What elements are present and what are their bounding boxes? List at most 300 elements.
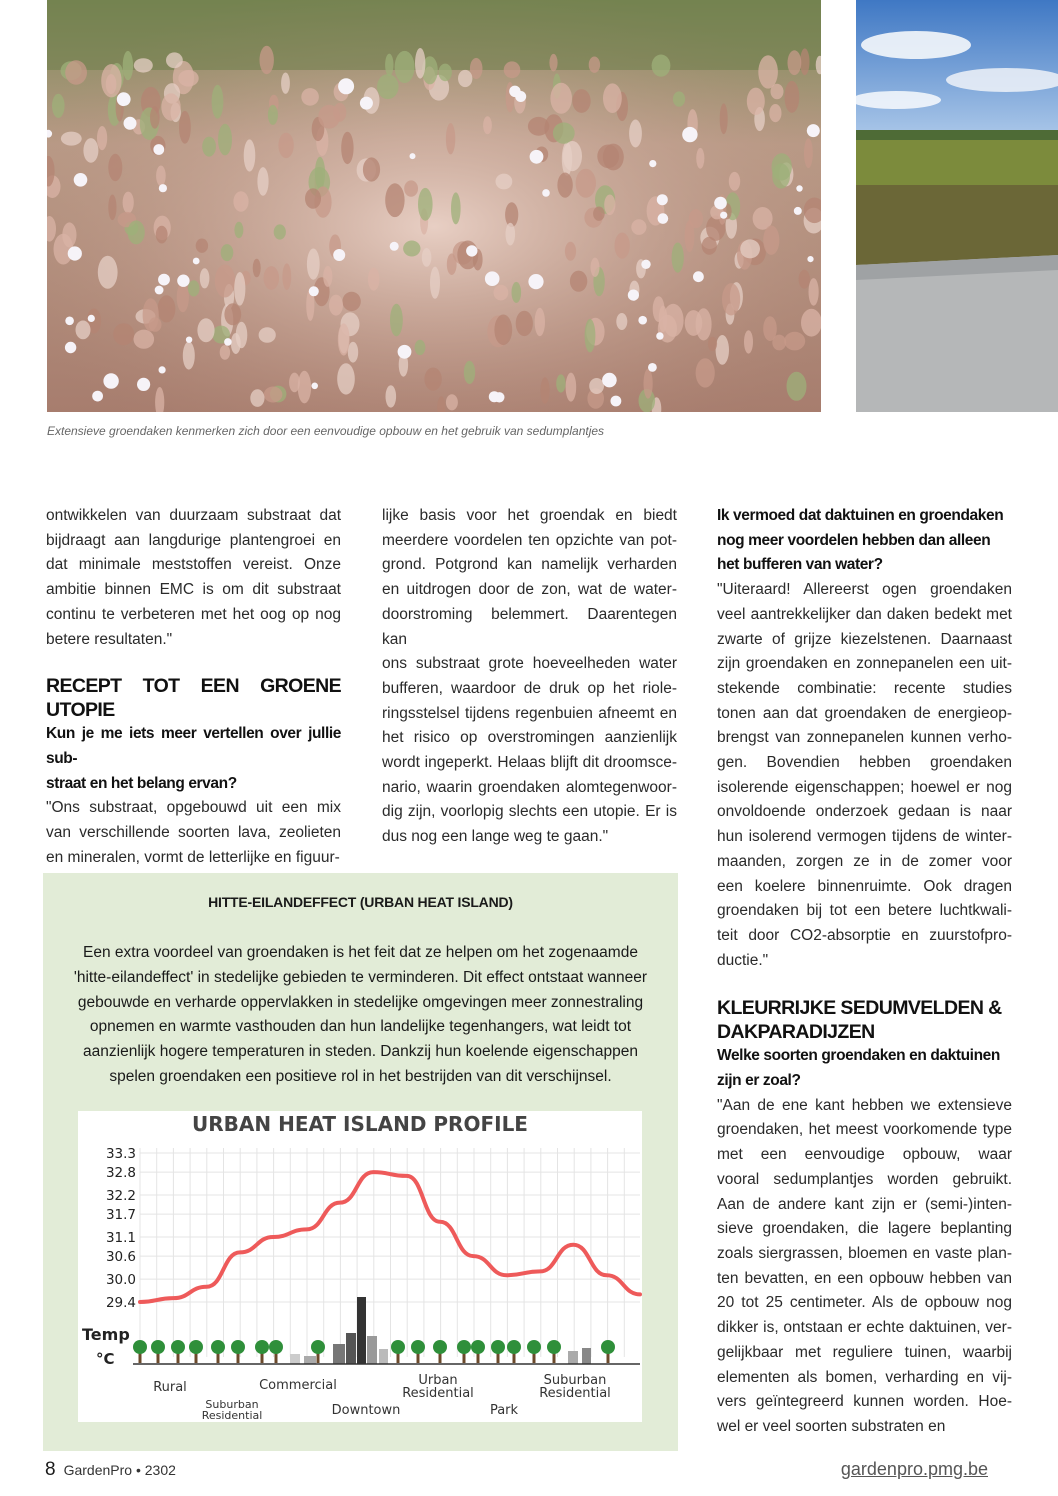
- white-flower: [309, 286, 319, 296]
- sedum-bud: [212, 85, 224, 119]
- text-line: sieve groendaken, die lagere beplanting: [717, 1220, 1012, 1238]
- sedum-bud: [62, 222, 76, 247]
- building-icon: [582, 1348, 591, 1364]
- sedum-bud: [716, 335, 729, 365]
- tree-icon: [255, 1340, 269, 1354]
- white-flower: [796, 185, 802, 191]
- sedum-bud: [494, 285, 509, 301]
- tree-icon: [527, 1340, 541, 1354]
- sedum-bud: [363, 157, 380, 181]
- tree-icon: [189, 1340, 203, 1354]
- sedum-bud: [244, 139, 256, 171]
- sedum-bud: [696, 358, 715, 387]
- white-flower: [65, 317, 74, 326]
- sedum-bud: [341, 132, 353, 164]
- sedum-bud: [404, 180, 418, 196]
- sedum-bud: [259, 327, 276, 343]
- tree-icon: [411, 1340, 425, 1354]
- sedum-bud: [274, 224, 286, 239]
- sedum-bud: [747, 88, 765, 115]
- sedum-bud: [337, 363, 355, 394]
- col3-answer-1: [717, 578, 1012, 973]
- sedum-bud: [447, 253, 457, 275]
- sedum-bud: [708, 337, 717, 351]
- sedum-bud: [458, 70, 472, 87]
- box-text: [65, 941, 656, 1090]
- sedum-bud: [540, 377, 549, 404]
- x-tick-label: Suburban Residential: [201, 1398, 263, 1422]
- tree-icon: [491, 1340, 505, 1354]
- sedum-bud: [415, 48, 425, 79]
- sedum-bud: [615, 233, 630, 259]
- white-flower: [658, 213, 669, 224]
- sedum-bud: [281, 73, 290, 94]
- sedum-bud: [305, 188, 321, 209]
- sedum-bud: [278, 133, 293, 158]
- column-3: [717, 504, 1012, 1440]
- text-line: een koelere binnenruimte. Ook dragen: [717, 877, 1012, 895]
- tree-icon: [471, 1340, 485, 1354]
- building-icon: [304, 1356, 316, 1364]
- tree-icon: [311, 1340, 325, 1354]
- sedum-bud: [150, 106, 160, 128]
- building-icon: [346, 1333, 356, 1364]
- sedum-bud: [685, 220, 695, 252]
- building-icon: [367, 1336, 377, 1364]
- white-flower: [159, 366, 166, 373]
- sedum-bud: [52, 94, 65, 118]
- sedum-bud: [415, 340, 426, 355]
- text-line: aanzienlijk hogere temperaturen in steden. Dankzij hun koelende eigenschappen: [83, 1043, 638, 1061]
- sedum-bud: [282, 263, 291, 290]
- white-flower: [641, 260, 650, 269]
- sedum-bud: [178, 70, 198, 87]
- sedum-bud: [702, 237, 717, 255]
- text-line: gebouwde en verharde oppervlakken in stedelijke omgevingen meer zonnestraling: [77, 993, 644, 1011]
- white-flower: [682, 127, 697, 142]
- text-line: doorstroming belemmert. Daarentegen kan: [382, 605, 677, 648]
- white-flower: [124, 117, 137, 130]
- sedum-bud: [550, 83, 572, 114]
- green-roof-photo: [856, 0, 1058, 412]
- white-flower: [65, 342, 76, 353]
- urban-heat-island-chart: [78, 1111, 642, 1422]
- sedum-bud: [200, 268, 210, 288]
- tree-icon: [151, 1340, 165, 1354]
- sedum-bud: [597, 145, 619, 169]
- text-line: nog meer voordelen hebben dan alleen: [717, 531, 991, 549]
- white-flower: [117, 92, 131, 106]
- white-flower: [485, 271, 500, 286]
- x-tick-label: Rural: [153, 1380, 187, 1395]
- interview-question: [717, 504, 1012, 578]
- text-line: wel er veel soorten substraten en: [717, 1417, 946, 1435]
- sedum-bud: [61, 132, 82, 146]
- sedum-bud: [576, 169, 596, 198]
- white-flower: [720, 212, 727, 219]
- white-flower: [153, 144, 164, 155]
- sedum-bud: [386, 385, 397, 407]
- sedum-bud: [566, 373, 577, 402]
- sedum-bud: [616, 313, 627, 330]
- sedum-bud: [494, 315, 512, 346]
- sedum-bud: [772, 163, 790, 188]
- white-flower: [649, 160, 656, 167]
- text-line: continu te verbeteren met het oog op nog: [46, 605, 341, 623]
- tree-icon: [171, 1340, 185, 1354]
- sedum-bud: [233, 191, 248, 212]
- text-line: veel aantrekkelijker dan daken bedekt met: [717, 605, 1012, 623]
- tree-icon: [507, 1340, 521, 1354]
- sedum-bud: [451, 192, 461, 224]
- text-line: Ik vermoed dat daktuinen en groendaken: [717, 507, 1004, 524]
- photo-caption: Extensieve groendaken kenmerken zich door een eenvoudige opbouw en het gebruik van sedumplantjes: [47, 424, 605, 438]
- sedum-bud: [83, 138, 98, 163]
- sedum-bud: [183, 342, 195, 370]
- sedum-bud: [565, 242, 576, 261]
- x-tick-label: Urban Residential: [402, 1373, 474, 1401]
- sedum-bud: [231, 333, 241, 354]
- text-line: stekende combinatie: recente studies: [717, 679, 1012, 697]
- sedum-bud: [763, 226, 779, 255]
- sedum-bud: [188, 280, 200, 296]
- y-tick-label: 30.6: [105, 1249, 136, 1266]
- sedum-bud: [758, 55, 778, 88]
- sedum-bud: [563, 141, 582, 171]
- text-line: van verschillende soorten lava, zeolieten: [46, 824, 341, 842]
- white-flower: [186, 337, 192, 343]
- text-line: zijn groendaken en zonnepanelen een uit-: [717, 655, 1012, 673]
- sedum-bud: [591, 258, 600, 277]
- text-line: bijdraagt aan langdurige plantengroei en: [46, 531, 341, 549]
- footer-page-info: [45, 1459, 176, 1481]
- sedum-bud: [108, 154, 122, 181]
- sedum-bud: [128, 220, 145, 244]
- text-line: tonen aan dat groendaken de energieop-: [717, 704, 1012, 722]
- text-line: brengst van zonnepanelen kunnen verho-: [717, 729, 1012, 747]
- white-flower: [807, 124, 820, 137]
- y-tick-label: 32.8: [105, 1165, 136, 1182]
- sedum-bud: [644, 369, 653, 399]
- text-line: Kun je me iets meer vertellen over jullie sub-: [46, 725, 341, 767]
- white-flower: [638, 316, 647, 325]
- sedum-bud: [799, 270, 810, 289]
- white-flower: [137, 378, 150, 391]
- y-tick-label: 30.0: [105, 1272, 136, 1289]
- sedum-bud: [763, 316, 777, 341]
- sedum-bud: [197, 318, 214, 342]
- y-tick-label: 31.1: [105, 1230, 136, 1247]
- sedum-bud: [528, 117, 549, 136]
- text-line: vooral sedumplantjes worden gebruikt.: [717, 1170, 1012, 1188]
- sedum-bud: [323, 266, 332, 287]
- tree-icon: [269, 1340, 283, 1354]
- white-flower: [648, 363, 657, 372]
- sedum-bud: [101, 64, 121, 97]
- sedum-bud: [430, 267, 440, 299]
- text-line: grond. Potgrond kan namelijk verharden: [382, 556, 677, 574]
- text-line: gen. Bovendien hebben groendaken: [717, 754, 1012, 772]
- text-line: lijke basis voor het groendak en biedt: [382, 507, 677, 524]
- sedum-bud: [156, 226, 168, 244]
- tree-icon: [391, 1340, 405, 1354]
- white-flower: [410, 153, 416, 159]
- text-line: Welke soorten groendaken en daktuinen: [717, 1047, 1000, 1065]
- sedum-bud: [785, 81, 800, 113]
- sedum-bud: [149, 317, 162, 331]
- sedum-bud: [729, 172, 740, 191]
- sedum-bud: [535, 308, 545, 336]
- sedum-bud: [516, 311, 533, 336]
- page-number: 8: [45, 1459, 56, 1480]
- sedum-bud: [385, 183, 404, 217]
- sedum-bud: [589, 56, 600, 72]
- text-line: elementen als bomen, verharding en vij-: [717, 1368, 1012, 1386]
- tree-icon: [211, 1340, 225, 1354]
- sedum-bud: [593, 207, 605, 221]
- sedum-bud: [549, 54, 557, 72]
- text-line: teit door CO2-absorptie en zuurstofpro-: [717, 926, 1012, 944]
- text-line: groendaken, het meest voorkomende type: [717, 1121, 1012, 1139]
- column-1: [46, 504, 341, 870]
- text-line: ons substraat grote hoeveelheden water: [382, 655, 677, 673]
- sedum-bud: [196, 239, 208, 253]
- sedum-bud: [202, 137, 216, 157]
- sedum-bud: [496, 174, 513, 190]
- text-line: zoals siergrassen, bloemen en vaste plan-: [717, 1244, 1012, 1262]
- sedum-bud: [134, 330, 155, 349]
- sedum-bud: [234, 222, 243, 238]
- sedum-bud: [464, 361, 475, 384]
- sedum-bud: [218, 124, 232, 156]
- sedum-bud: [809, 278, 819, 306]
- sedum-bud: [604, 195, 615, 216]
- box-title: HITTE-EILANDEFFECT (URBAN HEAT ISLAND): [208, 894, 513, 910]
- text-line: Een extra voordeel van groendaken is het feit dat ze helpen om het zogenaamde: [83, 944, 638, 961]
- building-icon: [379, 1349, 388, 1364]
- urban-heat-island-box: [43, 873, 678, 1451]
- column-2: [382, 504, 677, 850]
- y-tick-label: 32.2: [105, 1188, 136, 1205]
- text-line: zijn er zoal?: [717, 1072, 801, 1090]
- sedum-bud: [215, 265, 235, 298]
- sedum-bud: [446, 394, 458, 410]
- sedum-bud: [631, 219, 646, 235]
- text-line: 20 tot 25 centimeter. Als de opbouw nog: [717, 1294, 1012, 1312]
- sedum-bud: [504, 61, 521, 78]
- sedum-bud: [553, 122, 575, 143]
- chart-title: URBAN HEAT ISLAND PROFILE: [192, 1112, 528, 1136]
- white-flower: [360, 97, 373, 110]
- sedum-bud: [652, 55, 671, 77]
- text-line: dus nog een lange weg te gaan.": [382, 828, 609, 846]
- interview-question: [717, 1044, 1012, 1093]
- sedum-bud: [589, 378, 604, 394]
- sedum-bud: [395, 51, 415, 83]
- sedum-bud: [260, 46, 274, 74]
- text-line: en uitdrogen door de zon, wat de water-: [382, 581, 677, 599]
- website-link[interactable]: gardenpro.pmg.be: [840, 1459, 988, 1479]
- sedum-bud: [556, 374, 565, 392]
- sedum-bud: [722, 283, 740, 315]
- text-line: ductie.": [717, 951, 769, 969]
- white-flower: [489, 391, 500, 402]
- sedum-bud: [740, 239, 760, 258]
- sedum-bud: [418, 188, 433, 221]
- building-icon: [357, 1297, 366, 1364]
- sedum-bud: [403, 241, 420, 257]
- white-flower: [158, 274, 170, 286]
- y-tick-label: 31.7: [105, 1207, 136, 1224]
- sedum-bud: [672, 243, 684, 273]
- y-axis-unit: °C: [96, 1350, 115, 1368]
- sedum-bud: [298, 371, 311, 404]
- building-icon: [333, 1344, 345, 1364]
- sedum-bud: [221, 244, 234, 261]
- sedum-bud: [342, 292, 360, 311]
- white-flower: [398, 345, 412, 359]
- sedum-bud: [234, 272, 245, 306]
- sedum-bud: [161, 93, 180, 120]
- sedum-bud: [134, 58, 153, 72]
- white-flower: [693, 271, 704, 282]
- sedum-bud: [224, 303, 241, 325]
- text-line: maanden, zorgen ze in de zomer voor: [717, 852, 1012, 870]
- sedum-bud: [483, 116, 492, 134]
- sedum-bud: [800, 48, 809, 75]
- building-icon: [290, 1354, 300, 1364]
- white-flower: [657, 194, 668, 205]
- text-line: ontwikkelen van duurzaam substraat dat: [46, 507, 341, 524]
- sedum-bud: [784, 332, 805, 351]
- text-line: DAKPARADIJZEN: [717, 1021, 875, 1044]
- white-flower: [390, 242, 399, 251]
- text-line: zwarte of grijze kiezelstenen. Daarnaast: [717, 630, 1012, 648]
- text-line: onvoldoende onderzoek gedaan is naar: [717, 803, 1012, 821]
- sedum-bud: [108, 195, 116, 221]
- white-flower: [714, 197, 727, 210]
- text-line: straat en het belang ervan?: [46, 774, 237, 792]
- sedum-bud: [264, 266, 280, 290]
- white-flower: [92, 391, 103, 402]
- white-flower: [466, 245, 477, 256]
- tree-icon: [231, 1340, 245, 1354]
- sedum-bud: [301, 88, 319, 106]
- white-flower: [628, 290, 639, 301]
- text-line: ten bevatten, en een opbouw hebben van: [717, 1269, 1012, 1287]
- text-line: Aan de andere kant zijn er (semi-)inten-: [717, 1195, 1012, 1213]
- y-axis-label: Temp: [82, 1325, 130, 1344]
- sedum-bud: [744, 330, 753, 353]
- sedum-bud: [385, 54, 393, 77]
- sedum-bud: [390, 304, 403, 337]
- text-line: en mineralen, vormt de letterlijke en figuur-: [46, 848, 340, 866]
- x-tick-label: Suburban Residential: [539, 1373, 611, 1401]
- sedum-flowers-photo: [47, 0, 821, 412]
- y-tick-label: 33.3: [105, 1146, 136, 1162]
- text-line: met een eenvoudige opbouw, waar: [717, 1146, 1012, 1164]
- sedum-bud: [603, 83, 622, 113]
- white-flower: [103, 373, 118, 388]
- sedum-bud: [788, 50, 802, 75]
- sedum-bud: [422, 248, 432, 267]
- sedum-bud: [329, 295, 343, 316]
- interview-question: [46, 722, 341, 796]
- text-line: KLEURRIJKE SEDUMVELDEN &: [717, 997, 1002, 1020]
- sedum-bud: [166, 52, 183, 68]
- sedum-bud: [572, 89, 590, 113]
- sedum-bud: [307, 249, 320, 280]
- sedum-bud: [98, 256, 118, 289]
- text-line: betere resultaten.": [46, 630, 173, 648]
- y-tick-label: 29.4: [105, 1295, 136, 1311]
- sedum-bud: [156, 166, 166, 187]
- white-flower: [193, 258, 200, 265]
- sedum-bud: [696, 148, 704, 169]
- white-flower: [515, 91, 526, 102]
- text-line: meerdere voordelen ten opzichte van pot-: [382, 531, 677, 549]
- white-flower: [155, 286, 164, 295]
- sedum-bud: [264, 387, 283, 403]
- text-line: het risico op overstromingen aanzienlijk: [382, 729, 677, 747]
- text-line: opnemen en warmte vasthouden dan hun landelijke tegenhangers, wat leidt tot: [89, 1018, 632, 1036]
- x-tick-label: Downtown: [331, 1403, 401, 1418]
- sedum-bud: [585, 319, 596, 353]
- sedum-bud: [257, 167, 268, 196]
- sedum-bud: [685, 310, 703, 336]
- sedum-bud: [377, 74, 399, 99]
- text-line: vers geïntegreerd kunnen worden. Hoe-: [717, 1393, 1012, 1411]
- white-flower: [74, 173, 88, 187]
- white-flower: [602, 373, 617, 388]
- sedum-bud: [179, 111, 191, 144]
- x-tick-label: Park: [489, 1403, 519, 1418]
- sedum-bud: [720, 103, 728, 134]
- x-tick-label: Commercial: [259, 1378, 337, 1393]
- text-line: bufferen, waardoor de druk op het riole-: [382, 679, 677, 697]
- text-line: het bufferen van water?: [717, 556, 883, 574]
- white-flower: [177, 275, 189, 287]
- white-flower: [338, 78, 354, 94]
- sedum-bud: [769, 104, 781, 122]
- section-heading: RECEPT TOT EEN GROENE UTOPIE: [46, 675, 341, 722]
- sedum-bud: [250, 389, 264, 407]
- sedum-bud: [804, 138, 813, 168]
- tree-icon: [133, 1340, 147, 1354]
- text-line: isolerende eigenschappen; hoewel er nog: [717, 778, 1012, 796]
- sedum-bud: [673, 91, 685, 106]
- sedum-bud: [557, 173, 572, 198]
- sedum-bud: [570, 271, 587, 292]
- tree-icon: [601, 1340, 615, 1354]
- text-line: ringsstelsel tijdens regenbuien afneemt en: [382, 704, 677, 722]
- sedum-bud: [76, 321, 91, 340]
- magazine-issue: GardenPro • 2302: [63, 1462, 176, 1478]
- text-line: dikker is, ontstaan er echte daktuinen, ver-: [717, 1319, 1012, 1337]
- sedum-bud: [97, 126, 107, 150]
- sedum-bud: [629, 120, 642, 148]
- col1-intro: [46, 504, 341, 652]
- sedum-bud: [348, 342, 358, 363]
- text-line: groendaken bij tot een betere luchtkwali-: [717, 902, 1012, 920]
- text-line: ambitie binnen EMC is om dit substraat: [46, 581, 341, 599]
- sedum-bud: [158, 295, 176, 322]
- text-line: dat minimale meststoffen vereist. Onze: [46, 556, 341, 574]
- sedum-bud: [368, 268, 380, 291]
- tree-icon: [433, 1340, 447, 1354]
- sedum-bud: [65, 60, 87, 84]
- white-flower: [88, 315, 95, 322]
